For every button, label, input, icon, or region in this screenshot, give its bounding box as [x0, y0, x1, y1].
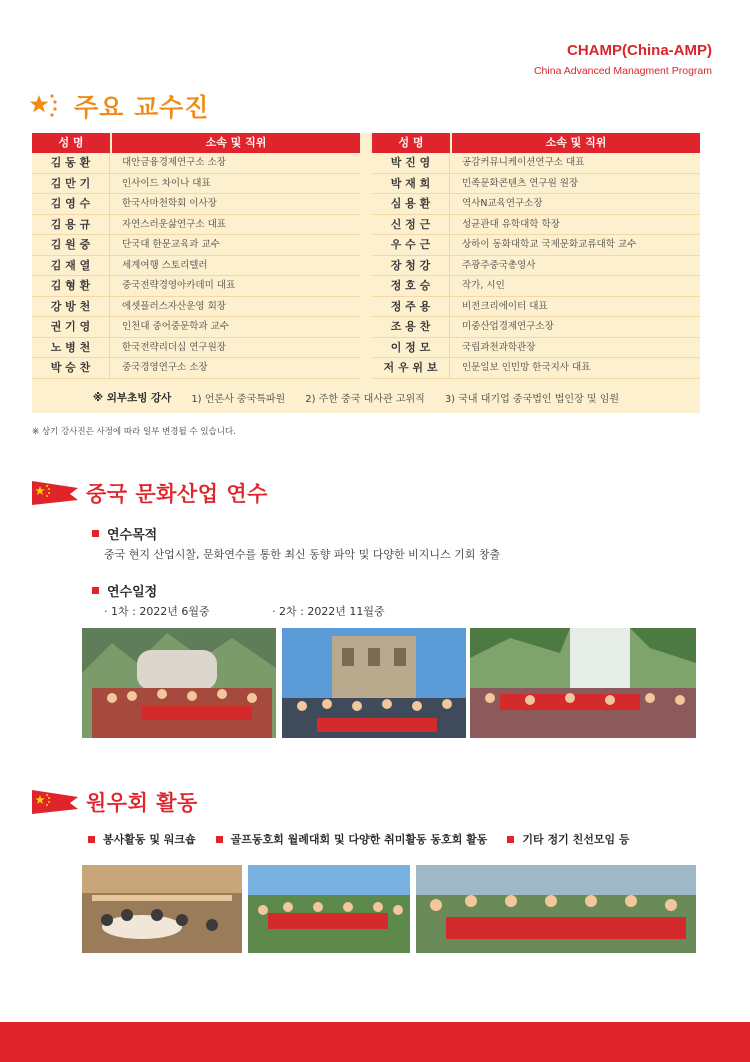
header-name: 성 명	[372, 133, 450, 153]
schedule-item: · 1차 : 2022년 6월중	[104, 605, 210, 618]
bullet-icon	[92, 587, 99, 594]
faculty-affiliation: 미중산업경제연구소장	[462, 321, 554, 332]
faculty-name: 노 병 천	[32, 338, 110, 358]
faculty-affiliation: 단국대 한문교육과 교수	[122, 239, 220, 250]
faculty-heading	[30, 88, 209, 124]
faculty-affiliation: 공감커뮤니케이션연구소 대표	[462, 157, 585, 168]
faculty-name: 강 방 천	[32, 297, 110, 317]
faculty-title: 주요 교수진	[74, 93, 210, 122]
header-affiliation: 소속 및 직위	[112, 133, 360, 153]
brand-block	[534, 42, 712, 77]
faculty-affiliation: 작가, 시인	[462, 280, 505, 291]
activity-label: 기타 정기 친선모임 등	[522, 833, 630, 846]
faculty-row	[32, 317, 360, 338]
faculty-row	[372, 235, 700, 256]
faculty-row	[32, 256, 360, 277]
schedule-list	[104, 603, 385, 619]
faculty-row	[32, 174, 360, 195]
brand-title: CHAMP(China-AMP)	[567, 42, 712, 59]
bullet-icon	[88, 836, 95, 843]
activity-item	[216, 831, 488, 847]
faculty-name: 박 승 찬	[32, 358, 110, 378]
purpose-title: 연수목적	[107, 528, 158, 543]
table-header	[32, 133, 360, 153]
purpose-heading	[92, 524, 157, 543]
faculty-row	[372, 256, 700, 277]
faculty-name: 박 진 영	[372, 153, 450, 173]
alumni-photo-1	[82, 865, 242, 953]
guest-lecturers-row	[32, 383, 700, 411]
faculty-affiliation: 한국사마천학회 이사장	[122, 198, 217, 209]
schedule-item: · 2차 : 2022년 11월중	[272, 605, 385, 618]
training-photo-3	[470, 628, 696, 738]
faculty-affiliation: 국립과천과학관장	[462, 341, 536, 353]
faculty-affiliation: 성균관대 유학대학 학장	[462, 218, 560, 230]
faculty-row	[32, 276, 360, 297]
faculty-affiliation: 에셋플러스자산운영 회장	[122, 300, 226, 312]
faculty-table-left	[32, 133, 360, 379]
table-header	[372, 133, 700, 153]
faculty-name: 신 정 근	[372, 215, 450, 235]
faculty-row	[372, 276, 700, 297]
faculty-row	[372, 338, 700, 359]
guest-label: ※ 외부초빙 강사	[92, 391, 172, 404]
header-name: 성 명	[32, 133, 110, 153]
brand-subtitle: China Advanced Managment Program	[533, 65, 712, 77]
faculty-row	[32, 297, 360, 318]
faculty-row	[372, 153, 700, 174]
guest-item: 1) 언론사 중국특파원	[191, 393, 286, 405]
faculty-row	[372, 358, 700, 379]
faculty-name: 권 기 영	[32, 317, 110, 337]
faculty-row	[372, 194, 700, 215]
faculty-name: 김 용 규	[32, 215, 110, 235]
faculty-note: ※ 상기 강사진은 사정에 따라 일부 변경될 수 있습니다.	[32, 427, 236, 437]
alumni-photo-3	[416, 865, 696, 953]
faculty-row	[32, 338, 360, 359]
faculty-name: 조 용 찬	[372, 317, 450, 337]
activity-label: 봉사활동 및 워크숍	[103, 833, 196, 846]
faculty-affiliation: 비전크리에이터 대표	[462, 300, 548, 312]
faculty-name: 김 동 환	[32, 153, 110, 173]
faculty-row	[372, 317, 700, 338]
alumni-photo-2	[248, 865, 410, 953]
faculty-row	[32, 358, 360, 379]
china-flag-icon	[30, 787, 80, 817]
faculty-table-right	[372, 133, 700, 379]
faculty-name: 김 원 중	[32, 235, 110, 255]
faculty-name: 김 형 환	[32, 276, 110, 296]
faculty-affiliation: 역사N교육연구소장	[462, 198, 543, 209]
activity-label: 골프동호회 월례대회 및 다양한 취미활동 동호회 활동	[230, 833, 488, 846]
culture-heading	[30, 478, 268, 508]
faculty-row	[372, 297, 700, 318]
activity-item	[88, 831, 196, 847]
bullet-icon	[92, 530, 99, 537]
faculty-name: 김 재 열	[32, 256, 110, 276]
bullet-icon	[507, 836, 514, 843]
faculty-name: 우 수 근	[372, 235, 450, 255]
faculty-name: 장 청 강	[372, 256, 450, 276]
faculty-row	[32, 235, 360, 256]
faculty-row	[372, 215, 700, 236]
china-flag-icon	[30, 478, 80, 508]
faculty-affiliation: 중국전략경영아카데미 대표	[122, 280, 236, 291]
faculty-table-area	[32, 133, 700, 413]
faculty-affiliation: 민족문화콘텐츠 연구원 원장	[462, 177, 579, 189]
faculty-row	[32, 194, 360, 215]
header-affiliation: 소속 및 직위	[452, 133, 700, 153]
faculty-row	[372, 174, 700, 195]
faculty-affiliation: 자연스러운삶연구소 대표	[122, 218, 226, 230]
faculty-affiliation: 인천대 중어중문학과 교수	[122, 321, 229, 332]
faculty-row	[32, 153, 360, 174]
schedule-heading	[92, 581, 157, 600]
stars-icon	[30, 91, 70, 121]
faculty-name: 박 재 희	[372, 174, 450, 194]
faculty-name: 김 영 수	[32, 194, 110, 214]
guest-item: 2) 주한 중국 대사관 고위직	[305, 393, 425, 405]
faculty-row	[32, 215, 360, 236]
footer-bar	[0, 1022, 750, 1062]
faculty-name: 저 우 위 보	[372, 358, 450, 378]
faculty-name: 김 만 기	[32, 174, 110, 194]
activity-item	[507, 831, 629, 847]
purpose-text: 중국 현지 산업시찰, 문화연수를 통한 최신 동향 파악 및 다양한 비지니스 기회 창출	[104, 548, 501, 561]
bullet-icon	[216, 836, 223, 843]
training-photo-2	[282, 628, 466, 738]
alumni-title: 원우회 활동	[86, 791, 198, 815]
faculty-affiliation: 인문일보 인민망 한국지사 대표	[462, 362, 591, 373]
alumni-heading	[30, 787, 198, 817]
faculty-name: 정 주 용	[372, 297, 450, 317]
guest-item: 3) 국내 대기업 중국법인 법인장 및 임원	[444, 393, 620, 405]
training-photo-1	[82, 628, 276, 738]
faculty-affiliation: 세계여행 스토리텔러	[122, 259, 208, 271]
alumni-activity-list	[88, 831, 650, 847]
schedule-title: 연수일정	[107, 585, 158, 600]
faculty-affiliation: 상하이 동화대학교 국제문화교류대학 교수	[462, 239, 637, 250]
culture-title: 중국 문화산업 연수	[86, 482, 268, 506]
faculty-affiliation: 인사이드 차이나 대표	[122, 177, 211, 189]
faculty-affiliation: 주광주중국총영사	[462, 259, 536, 271]
faculty-name: 이 정 모	[372, 338, 450, 358]
faculty-name: 정 호 승	[372, 276, 450, 296]
faculty-affiliation: 한국전략리더십 연구원장	[122, 341, 226, 353]
faculty-name: 심 용 환	[372, 194, 450, 214]
faculty-affiliation: 대안금융경제연구소 소장	[122, 157, 226, 168]
faculty-affiliation: 중국경영연구소 소장	[122, 362, 208, 373]
